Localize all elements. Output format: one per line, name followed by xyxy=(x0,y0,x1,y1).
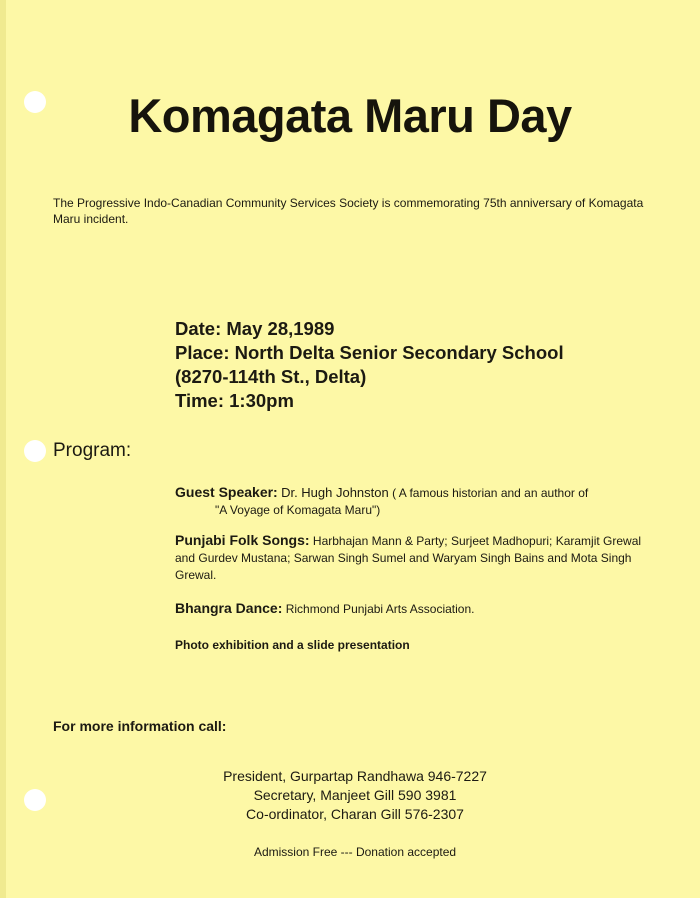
bhangra-heading: Bhangra Dance: xyxy=(175,600,283,616)
event-place: Place: North Delta Senior Secondary School xyxy=(175,342,564,363)
guest-speaker-name: Dr. Hugh Johnston xyxy=(281,485,389,500)
event-time: Time: 1:30pm xyxy=(175,390,294,411)
contact-coordinator: Co-ordinator, Charan Gill 576-2307 xyxy=(246,806,464,822)
intro-text: The Progressive Indo-Canadian Community Services Society is commemorating 75th anniversary of Komagata Maru incident. xyxy=(53,196,644,226)
contact-list xyxy=(0,767,700,824)
folk-songs-heading: Punjabi Folk Songs: xyxy=(175,532,310,548)
more-info-heading: For more information call: xyxy=(53,718,227,734)
photo-exhibition-text: Photo exhibition and a slide presentation xyxy=(175,638,410,652)
bhangra-text: Richmond Punjabi Arts Association. xyxy=(285,602,475,616)
folk-songs-section xyxy=(175,532,655,584)
folk-songs-text: Harbhajan Mann & Party; Surjeet Madhopuri; Karamjit Grewal and Gurdev Mustana; Sarwan Singh Sumel and Waryam Singh Bains and Mota Singh Grewal. xyxy=(175,534,642,582)
admission-note: Admission Free --- Donation accepted xyxy=(253,845,457,859)
contact-president: President, Gurpartap Randhawa 946-7227 xyxy=(223,768,487,784)
guest-speaker-desc-line1: ( A famous historian and an author of xyxy=(392,486,589,500)
guest-speaker-desc-line2: "A Voyage of Komagata Maru") xyxy=(215,503,381,517)
event-details xyxy=(175,317,564,413)
page-title: Komagata Maru Day xyxy=(128,89,572,142)
event-date: Date: May 28,1989 xyxy=(175,318,335,339)
contact-secretary: Secretary, Manjeet Gill 590 3981 xyxy=(253,787,457,803)
program-heading: Program: xyxy=(53,440,132,461)
guest-speaker-heading: Guest Speaker: xyxy=(175,484,278,500)
event-address: (8270-114th St., Delta) xyxy=(175,366,367,387)
punch-hole xyxy=(24,440,46,462)
bhangra-section xyxy=(175,600,655,618)
guest-speaker-section xyxy=(175,484,655,519)
